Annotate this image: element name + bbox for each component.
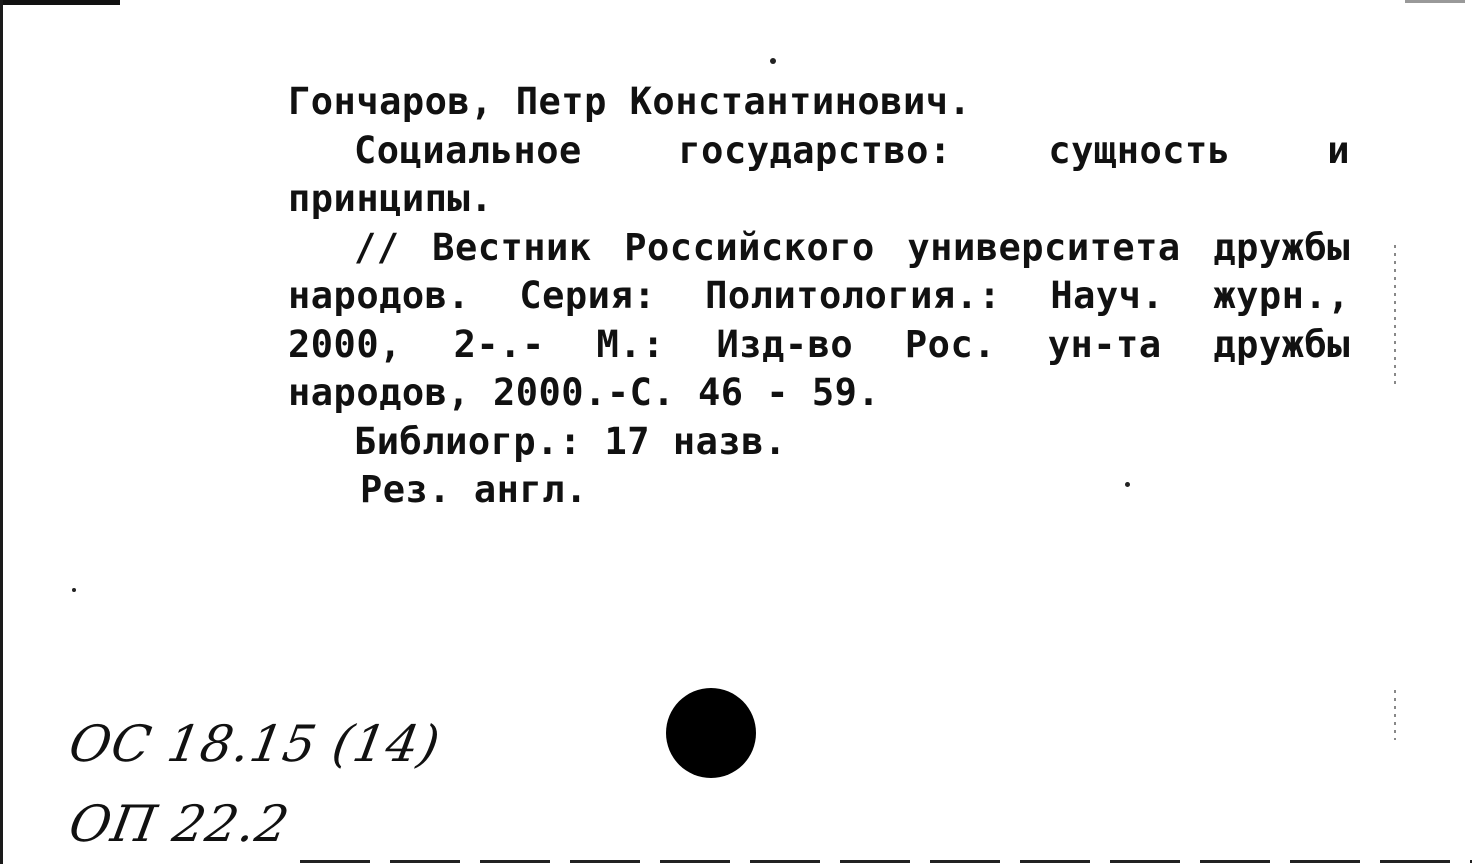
- scan-edge-bottom: [300, 860, 1472, 863]
- scan-speck: [72, 588, 76, 592]
- scan-dash: [1394, 690, 1396, 740]
- source-line: // Вестник Российского университета дружбы: [354, 225, 1350, 269]
- source-line: 2000, 2-.- М.: Изд-во Рос. ун-та дружбы: [288, 322, 1350, 366]
- source-line: народов. Серия: Политология.: Науч. журн.,: [288, 274, 1350, 317]
- bibliographic-entry: [288, 78, 1350, 515]
- scan-speck: [770, 58, 776, 64]
- scan-edge-top-right: [1405, 0, 1465, 3]
- title-line: Социальное государство: сущность и: [354, 128, 1350, 172]
- bibliography-note: Библиогр.: 17 назв.: [354, 419, 787, 463]
- scan-dash: [1394, 245, 1396, 385]
- punch-hole: [666, 688, 756, 778]
- title-line-continuation: принципы.: [288, 177, 493, 220]
- scan-edge-left: [0, 0, 3, 864]
- summary-note: Рез. англ.: [360, 468, 588, 511]
- handwritten-shelfmark: ОС 18.15 (14): [64, 715, 445, 773]
- handwritten-shelfmark: ОП 22.2: [64, 795, 294, 853]
- author-line: Гончаров, Петр Константинович.: [288, 80, 972, 123]
- source-line: народов, 2000.-С. 46 - 59.: [288, 371, 881, 414]
- scan-edge-top: [0, 0, 120, 5]
